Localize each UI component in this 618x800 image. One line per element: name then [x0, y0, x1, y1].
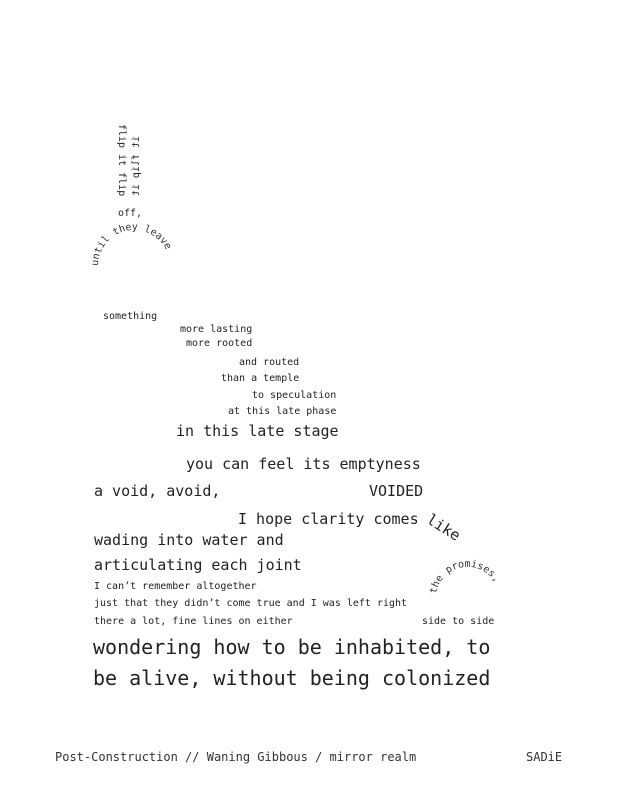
footer-title: Post-Construction // Waning Gibbous / mirror realm — [55, 750, 417, 764]
line-fine-lines: there a lot, fine lines on either — [94, 616, 293, 627]
line-and-routed: and routed — [239, 357, 300, 368]
line-than-a-temple: than a temple — [221, 373, 300, 384]
arc-text-content: the promises, — [428, 558, 502, 595]
footer-author: SADiE — [526, 750, 563, 764]
arc-text-until-they-leave — [80, 214, 190, 274]
arc-text-content: until they leave — [89, 221, 174, 267]
line-cant-remember: I can’t remember altogether — [94, 581, 257, 592]
line-a-void-avoid: a void, avoid, — [94, 482, 221, 500]
line-voided: VOIDED — [369, 482, 424, 500]
arc-top-word: off, — [118, 208, 143, 219]
line-emptyness: you can feel its emptyness — [186, 455, 421, 473]
line-articulating-each-joint: articulating each joint — [94, 556, 302, 574]
line-more-lasting: more lasting — [180, 324, 253, 335]
line-i-hope-clarity-comes: I hope clarity comes — [238, 510, 419, 528]
line-be-alive: be alive, without being colonized — [93, 666, 491, 690]
line-didnt-come-true: just that they didn’t come true and I was left right — [94, 598, 408, 609]
svg-text:the promises, — [428, 559, 502, 595]
line-at-this-late-phase: at this late phase — [228, 406, 337, 417]
arc-text-the-promises — [418, 548, 508, 598]
vertical-text-it-flip-it-mirrored: it flip it — [131, 136, 142, 197]
line-more-rooted: more rooted — [186, 338, 253, 349]
line-something: something — [103, 311, 158, 322]
line-in-this-late-stage: in this late stage — [176, 422, 339, 440]
line-to-speculation: to speculation — [252, 390, 337, 401]
line-like-rotated: like — [423, 510, 464, 545]
line-side-to-side: side to side — [422, 616, 495, 627]
vertical-text-flip-it-flip: flip it flip — [116, 124, 127, 197]
line-wading-into-water: wading into water and — [94, 531, 284, 549]
line-wondering: wondering how to be inhabited, to — [93, 635, 491, 659]
svg-text:until they leave — [90, 222, 173, 266]
